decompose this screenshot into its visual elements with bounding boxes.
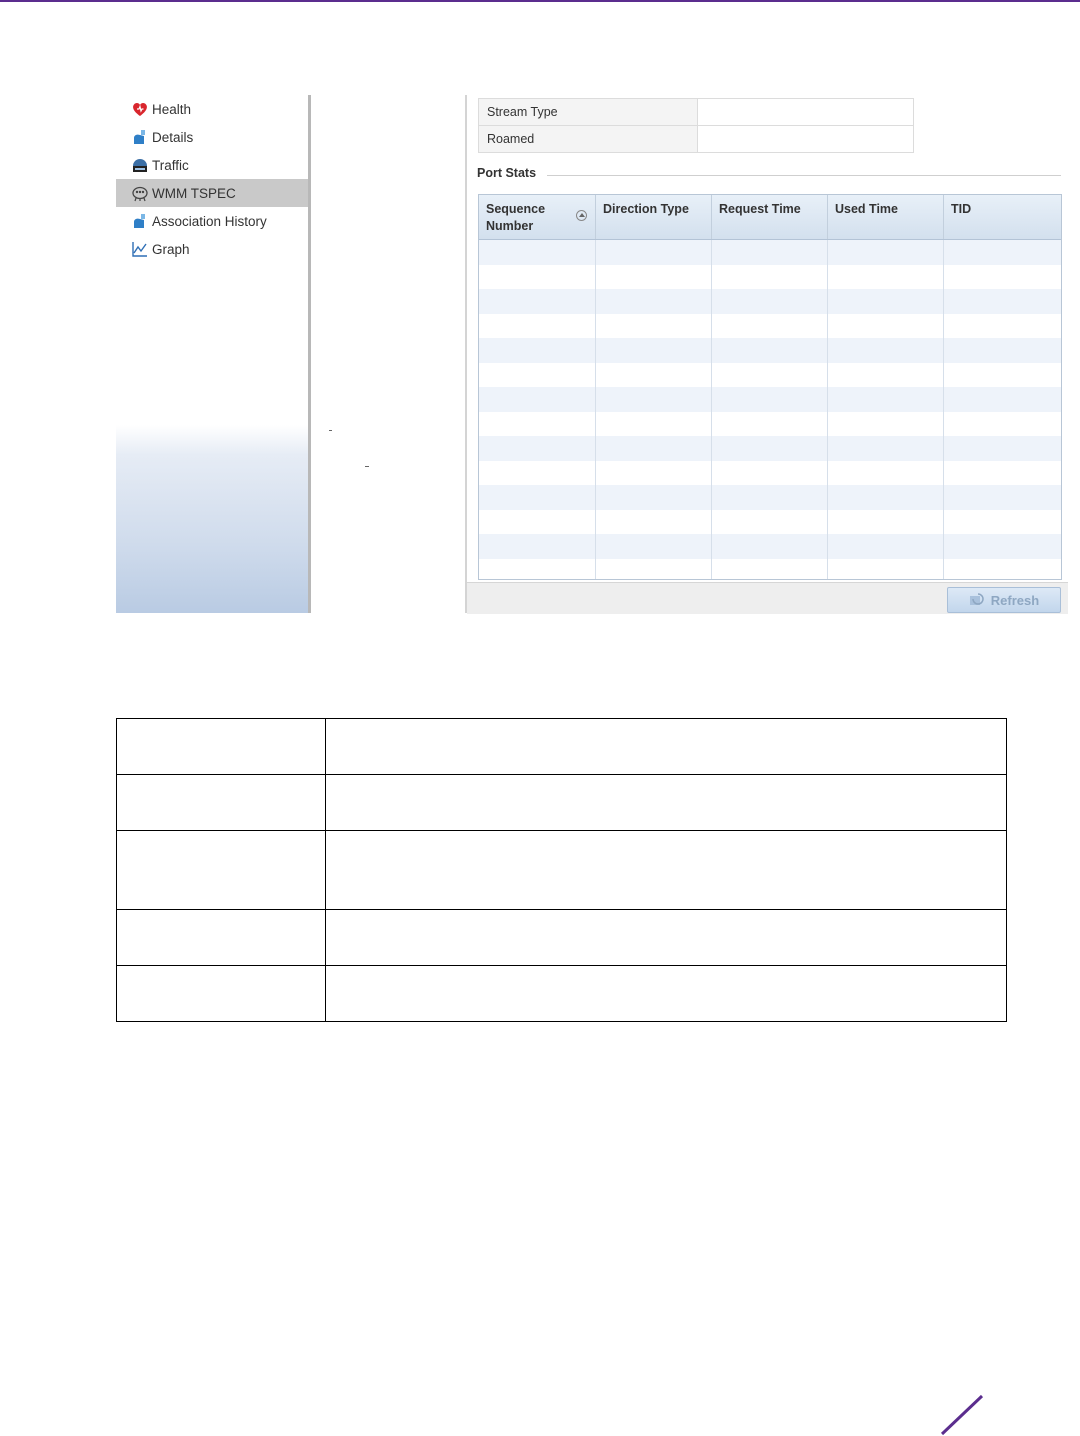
column-header-sequence-number[interactable]: [479, 195, 596, 239]
table-row: [479, 338, 1061, 363]
sort-ascending-icon[interactable]: [576, 210, 587, 221]
table-cell: [326, 966, 1007, 1022]
sidebar-item-details[interactable]: [116, 123, 308, 151]
sidebar-item-association-history[interactable]: [116, 207, 308, 235]
stray-mark: [329, 430, 332, 431]
section-divider: [547, 175, 1061, 176]
page-top-rule: [0, 0, 1080, 2]
port-stats-grid: [478, 194, 1062, 580]
table-row: [479, 289, 1061, 314]
column-header-label: Direction Type: [603, 202, 689, 216]
column-header-label: Used Time: [835, 202, 898, 216]
table-row: [479, 240, 1061, 265]
table-cell: [117, 910, 326, 966]
table-cell: [117, 775, 326, 831]
sidebar-item-health[interactable]: [116, 95, 308, 123]
table-cell: [326, 719, 1007, 775]
sidebar-item-label: Association History: [152, 213, 267, 229]
stray-mark: [365, 466, 369, 467]
table-row: [479, 559, 1061, 581]
grid-body: [479, 240, 1061, 580]
column-header-direction-type[interactable]: [596, 195, 712, 239]
table-row: [479, 363, 1061, 388]
sidebar-item-graph[interactable]: [116, 235, 308, 263]
refresh-button[interactable]: [947, 587, 1061, 613]
sidebar-item-label: WMM TSPEC: [152, 185, 236, 201]
table-row: [479, 99, 914, 126]
table-row: [479, 461, 1061, 486]
table-row: [117, 775, 1007, 831]
table-row: [479, 510, 1061, 535]
table-row: [479, 387, 1061, 412]
table-row: [479, 485, 1061, 510]
brand-slash-mark: [936, 1394, 986, 1436]
table-row: [479, 436, 1061, 461]
table-cell: [117, 831, 326, 910]
column-header-label: Request Time: [719, 202, 801, 216]
sidebar-item-label: Traffic: [152, 157, 189, 173]
sidebar-nav: [116, 95, 308, 613]
stream-type-value: [698, 99, 914, 126]
refresh-button-label: Refresh: [990, 592, 1040, 608]
sidebar-item-label: Details: [152, 129, 194, 145]
column-header-request-time[interactable]: [712, 195, 828, 239]
health-icon: [130, 99, 150, 119]
description-table: [116, 718, 1007, 1022]
sidebar-item-label: Health: [152, 101, 192, 117]
table-row: [479, 534, 1061, 559]
table-cell: [326, 831, 1007, 910]
table-cell: [326, 775, 1007, 831]
grid-header: [479, 195, 1061, 240]
table-row: [117, 910, 1007, 966]
table-row: [479, 412, 1061, 437]
graph-icon: [130, 239, 150, 259]
sidebar-item-label: Graph: [152, 241, 190, 257]
table-cell: [117, 966, 326, 1022]
traffic-icon: [130, 155, 150, 175]
roamed-label: Roamed: [479, 126, 698, 153]
table-row: [117, 831, 1007, 910]
column-header-label: TID: [951, 202, 972, 216]
column-header-used-time[interactable]: [828, 195, 944, 239]
table-cell: [117, 719, 326, 775]
column-divider: [711, 240, 712, 579]
sidebar-item-wmm-tspec[interactable]: [116, 179, 308, 207]
table-row: [479, 314, 1061, 339]
stream-type-label: Stream Type: [479, 99, 698, 126]
table-row: [117, 719, 1007, 775]
details-icon: [130, 127, 150, 147]
wmm-tspec-icon: [130, 183, 150, 203]
column-divider: [595, 240, 596, 579]
sidebar-divider: [308, 95, 311, 613]
column-header-tid[interactable]: [944, 195, 1061, 239]
association-history-icon: [130, 211, 150, 231]
port-stats-title: Port Stats: [477, 166, 544, 180]
table-row: [117, 966, 1007, 1022]
column-header-label: Sequence Number: [486, 202, 546, 233]
table-cell: [326, 910, 1007, 966]
stream-info-table: [478, 98, 914, 153]
column-divider: [943, 240, 944, 579]
table-row: [479, 265, 1061, 290]
column-divider: [827, 240, 828, 579]
sidebar-item-traffic[interactable]: [116, 151, 308, 179]
table-row: [479, 126, 914, 153]
roamed-value: [698, 126, 914, 153]
panel-border: [465, 95, 467, 613]
refresh-icon: [969, 592, 985, 608]
